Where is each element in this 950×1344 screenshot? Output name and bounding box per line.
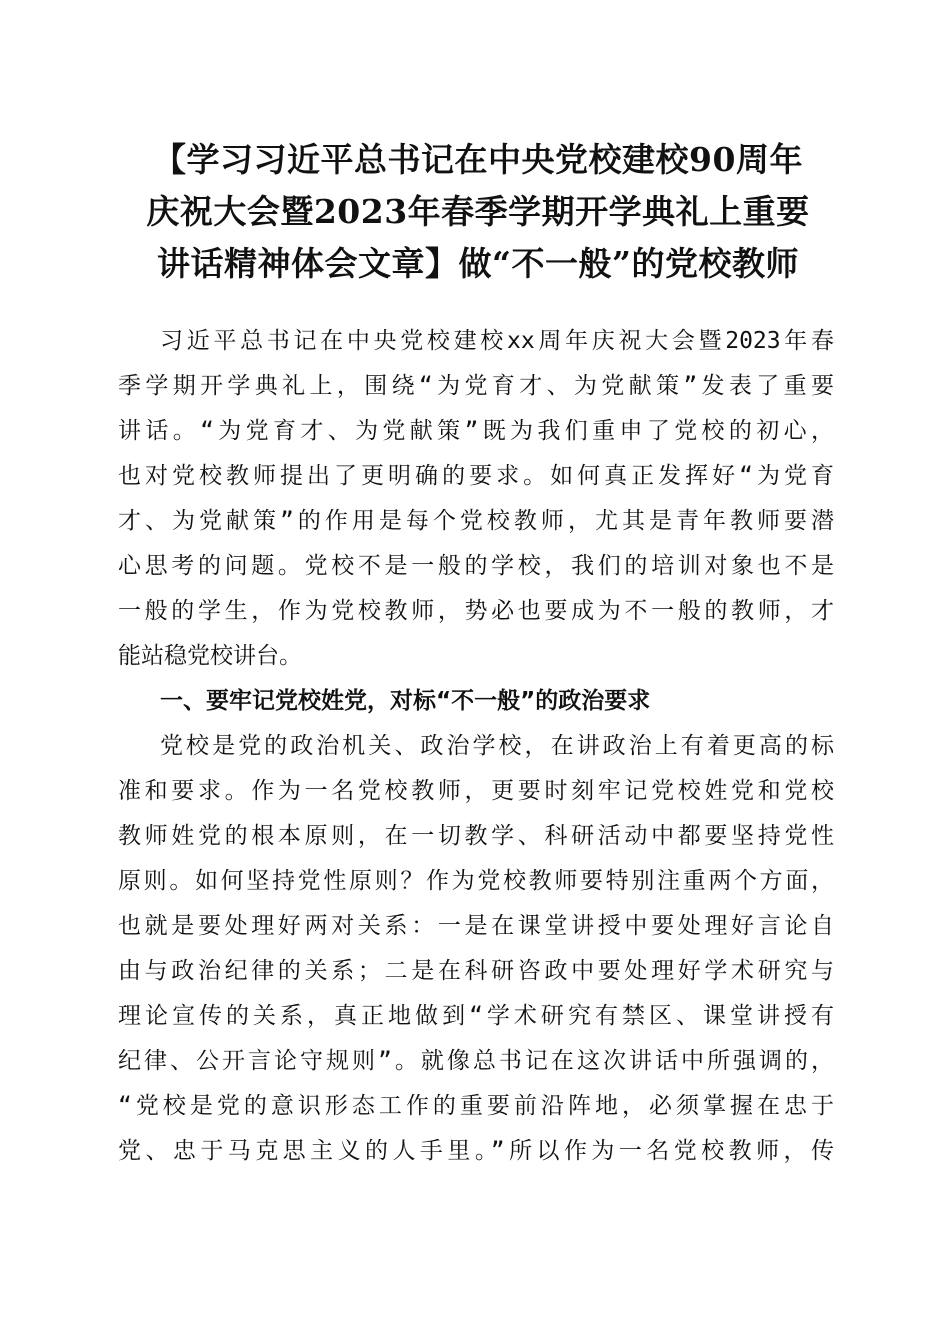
paragraph-line: 讲话。“为党育才、为党献策”既为我们重申了党校的初心， (118, 418, 834, 444)
title-line: 讲话精神体会文章】做“不一般”的党校教师 (157, 244, 799, 283)
paragraph-line: 由与政治纪律的关系；二是在科研咨政中要处理好学术研究与 (118, 958, 834, 984)
paragraph-line: 心思考的问题。党校不是一般的学校，我们的培训对象也不是 (118, 553, 834, 579)
paragraph-line: 也就是要处理好两对关系：一是在课堂讲授中要处理好言论自 (118, 913, 834, 939)
section-heading: 一、要牢记党校姓党，对标“不一般”的政治要求 (160, 688, 651, 714)
paragraph-line: “党校是党的意识形态工作的重要前沿阵地，必须掌握在忠于 (118, 1093, 834, 1119)
paragraph-line: 纪律、公开言论守规则”。就像总书记在这次讲话中所强调的， (118, 1048, 834, 1074)
paragraph-line: 准和要求。作为一名党校教师，更要时刻牢记党校姓党和党校 (118, 778, 834, 804)
paragraph-line: 一般的学生，作为党校教师，势必也要成为不一般的教师，才 (118, 598, 834, 624)
paragraph-line: 习近平总书记在中央党校建校xx周年庆祝大会暨2023年春 (160, 328, 834, 354)
paragraph-line: 原则。如何坚持党性原则？作为党校教师要特别注重两个方面， (118, 868, 834, 894)
title-line: 庆祝大会暨2023年春季学期开学典礼上重要 (146, 192, 810, 231)
title-line: 【学习习近平总书记在中央党校建校90周年 (153, 140, 803, 179)
document-title (118, 134, 838, 290)
paragraph-line: 也对党校教师提出了更明确的要求。如何真正发挥好“为党育 (118, 463, 834, 489)
paragraph-line: 季学期开学典礼上，围绕“为党育才、为党献策”发表了重要 (118, 373, 834, 399)
paragraph-line: 党、忠于马克思主义的人手里。”所以作为一名党校教师，传 (118, 1138, 834, 1164)
paragraph-line: 教师姓党的根本原则，在一切教学、科研活动中都要坚持党性 (118, 823, 834, 849)
paragraph-line: 才、为党献策”的作用是每个党校教师，尤其是青年教师要潜 (118, 508, 834, 534)
paragraph-line: 党校是党的政治机关、政治学校，在讲政治上有着更高的标 (160, 733, 834, 759)
paragraph-line: 理论宣传的关系，真正地做到“学术研究有禁区、课堂讲授有 (118, 1003, 834, 1029)
paragraph-line: 能站稳党校讲台。 (118, 643, 302, 669)
